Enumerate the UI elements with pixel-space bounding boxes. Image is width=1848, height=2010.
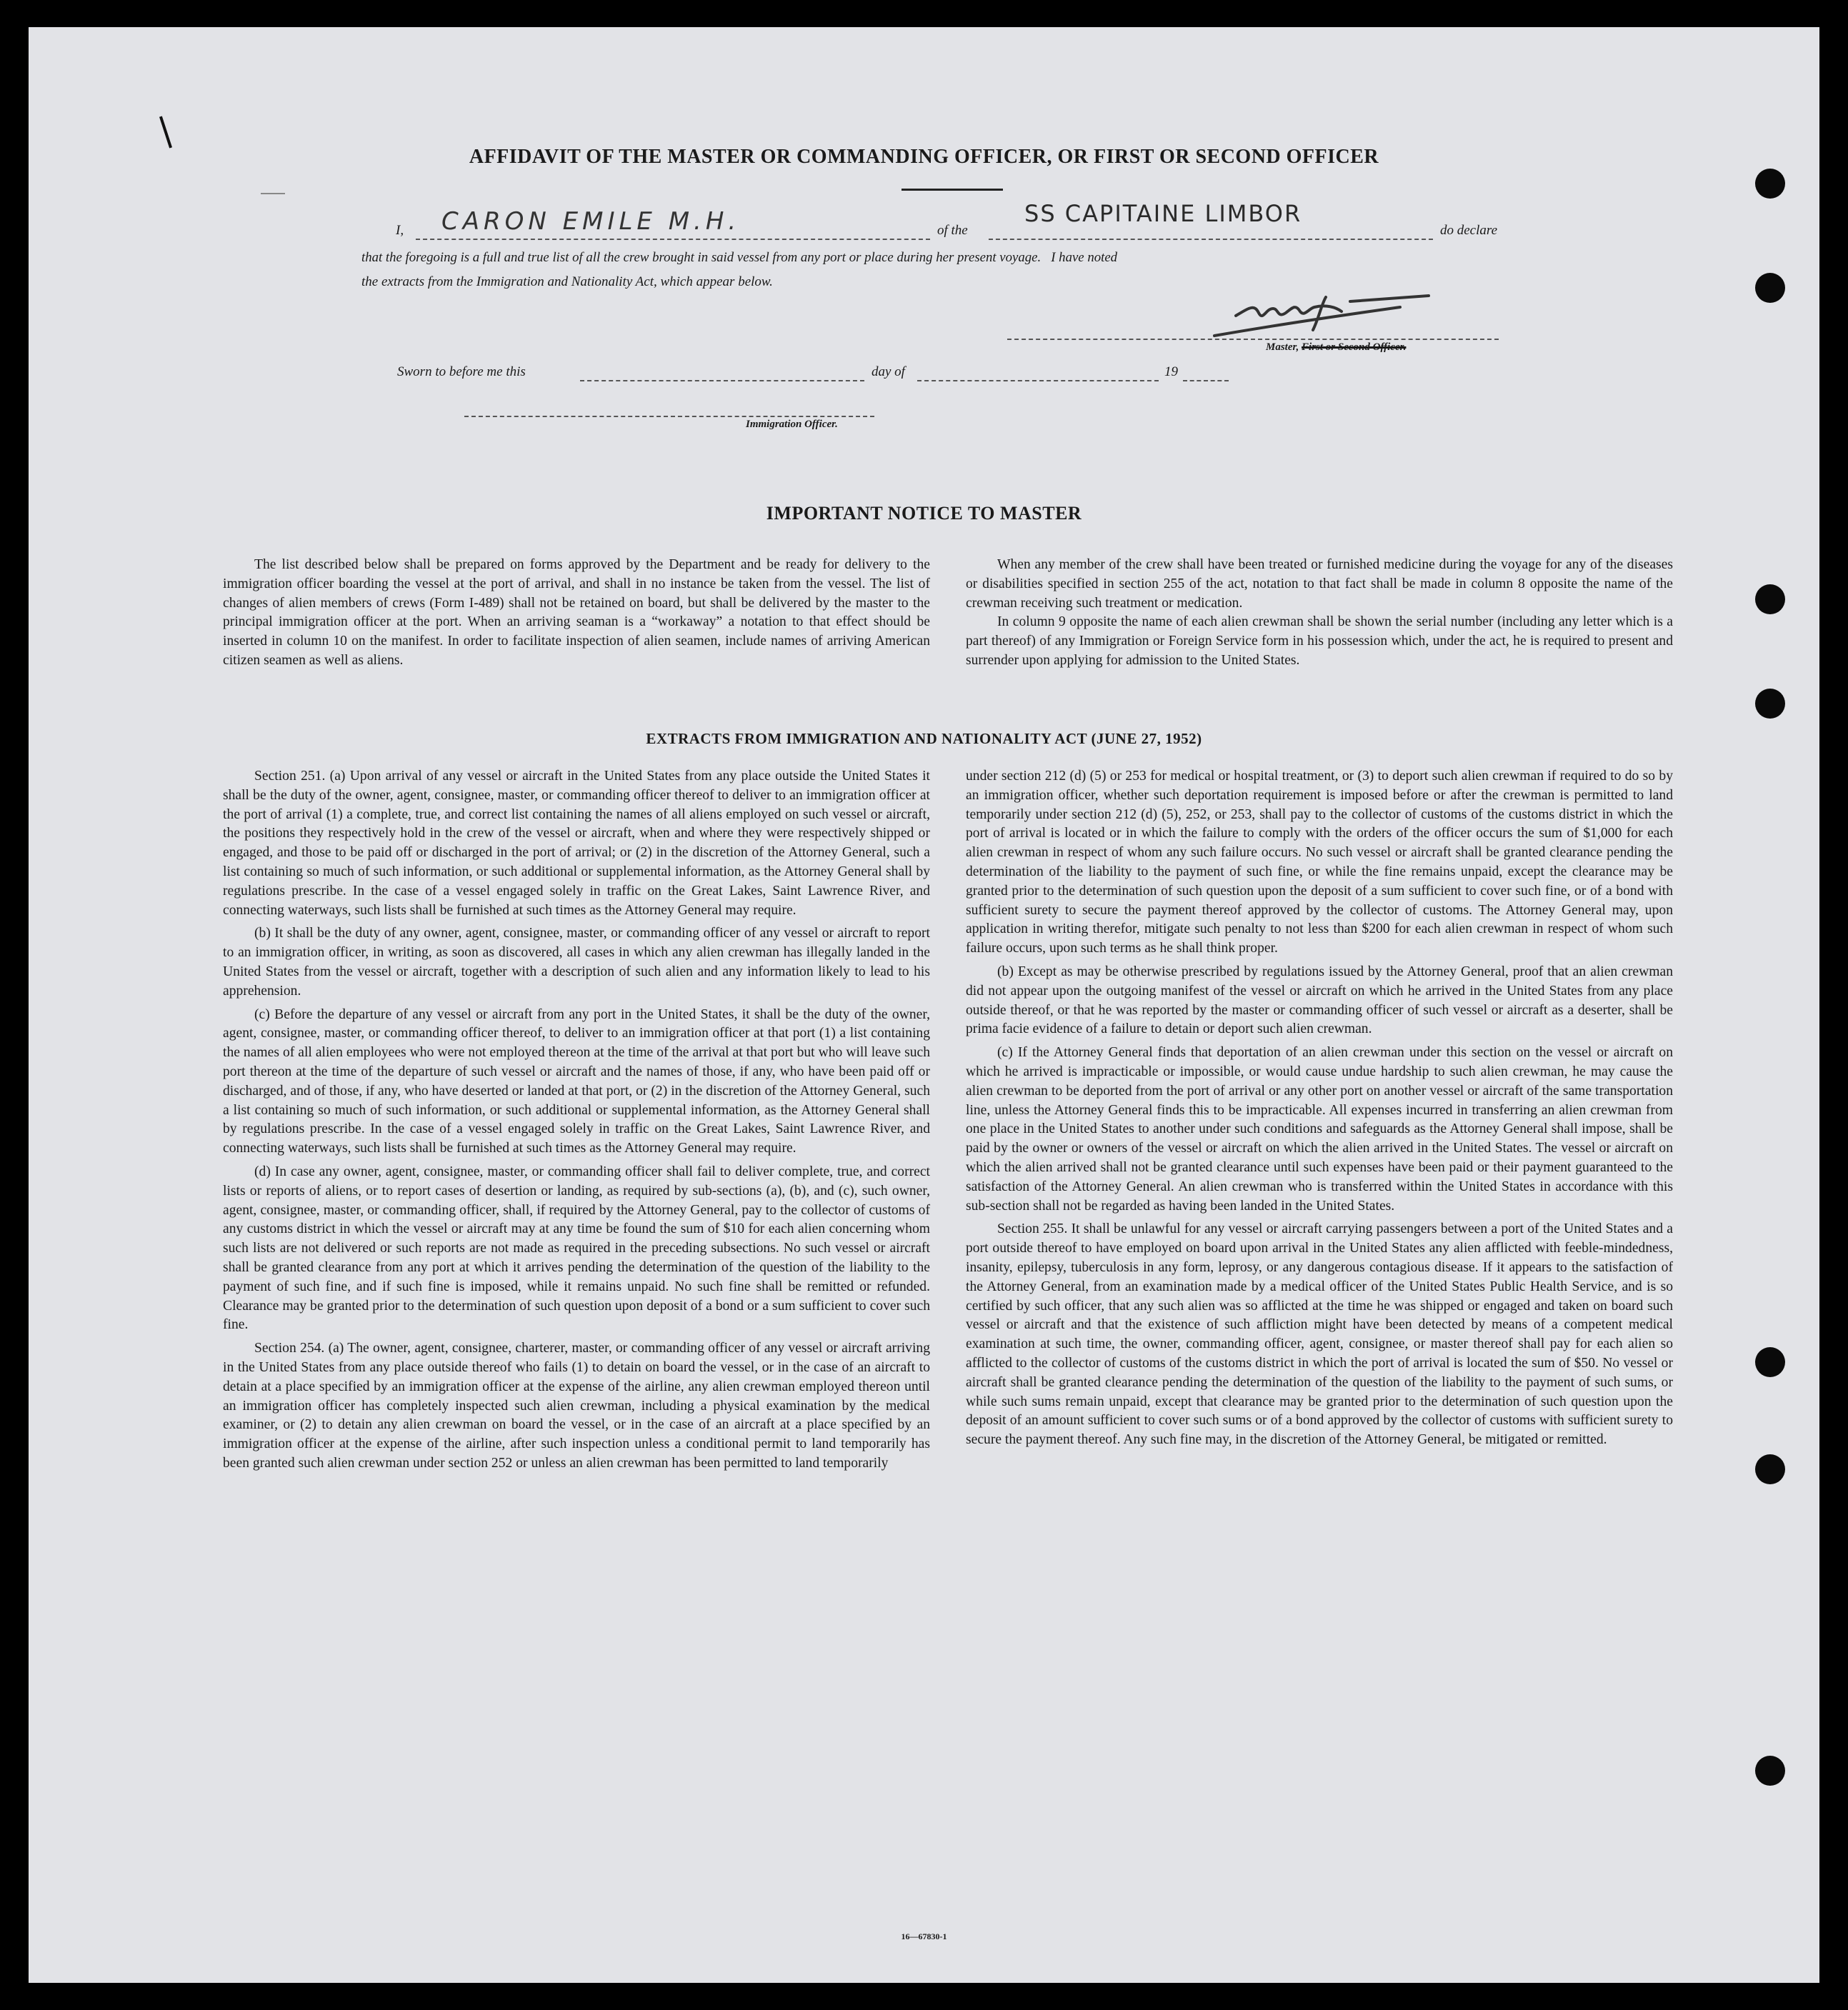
punch-hole — [1755, 689, 1785, 719]
name-line — [416, 239, 930, 240]
form-number: 16—67830-1 — [901, 1931, 947, 1941]
sworn-day-line — [580, 380, 864, 381]
punch-hole — [1755, 1347, 1785, 1377]
officer-signature-line — [464, 416, 874, 417]
notice-left-paragraph: The list described below shall be prepared on forms approved by the Department and be ready for delivery to the immigration officer boarding the vessel at the port of arrival, and shall in no instance be taken from the vessel. The list of changes of alien members of crews (Form I-489) shall not be retained on board, but shall be delivered by the master to the principal immigration officer at the port. When an arriving seaman is a “workaway” a notation to that effect should be inserted in column 10 on the manifest. In order to facilitate inspection of alien seamen, include names of arriving American citizen seamen as well as aliens. — [223, 557, 930, 668]
extract-paragraph: Section 255. It shall be unlawful for any vessel or aircraft carrying passengers between a port of the United States and a port outside thereof to have employed on board upon arrival in the United States any alien afflicted with feeble-mindedness, insanity, epilepsy, tuberculosis in any form, leprosy, or any dangerous contagious disease. If it appears to the satisfaction of the Attorney General, from an examination made by a medical officer of the United States Public Health Service, and is so certified by such officer, that any such alien was so afflicted at the time he was shipped or engaged and taken on board such vessel or aircraft and that the existence of such affliction might have been detected by means of a competent medical examination at such time, the owner, commanding officer, agent, consignee, or master thereof shall pay for each alien so afflicted to the collector of customs of the customs district in which the port of arrival is located the sum of $50. No vessel or aircraft shall be granted clearance pending the determination of the question of the liability to the payment of such sums, or while such sums remain unpaid, except that clearance may be granted prior to the determination of such question upon the deposit of an amount sufficient to cover such sums or of a bond approved by the collector of customs with sufficient surety to secure the payment thereof. Any such fine may, in the discretion of the Attorney General, be mitigated or remitted. — [966, 1221, 1673, 1448]
notice-title: IMPORTANT NOTICE TO MASTER — [766, 503, 1082, 524]
punch-hole — [1755, 584, 1785, 614]
statement-line-1: that the foregoing is a full and true list of all the crew brought in said vessel from any port or place during her present voyage. I have noted — [361, 250, 1118, 265]
extract-paragraph: (c) Before the departure of any vessel or aircraft from any port in the United States, it shall be the duty of the owner, agent, consignee, master, or commanding officer thereof, to deliver to an immigration officer at that port (1) a list containing the names of all alien employees who were not employed thereon at the time of the arrival at that port but who will leave such port thereon at the time of the departure of such vessel or aircraft and the names of those, if any, who have been paid off or discharged, and of those, if any, who have deserted or landed at that port, or (2) in the discretion of the Attorney General, such a list containing so much of such information, or such additional or supplemental information, as the Attorney General shall by regulations prescribe. In the case of a vessel engaged solely in traffic on the Great Lakes, Saint Lawrence River, and connecting waterways, such lists shall be furnished at such times as the Attorney General may require. — [223, 1006, 930, 1156]
extract-paragraph: (b) It shall be the duty of any owner, agent, consignee, master, or commanding officer of any vessel or aircraft to report to an immigration officer, in writing, as soon as discovered, all cases in which any alien crewman has illegally landed in the United States from the vessel or aircraft, together with a description of such alien and any information likely to lead to his apprehension. — [223, 926, 930, 999]
master-name-handwritten: CARON EMILE M.H. — [441, 207, 741, 236]
affidavit-title: AFFIDAVIT OF THE MASTER OR COMMANDING OFFICER, OR FIRST OR SECOND OFFICER — [469, 146, 1379, 168]
master-signature-line — [1007, 339, 1499, 340]
sworn-year-line — [1183, 380, 1229, 381]
sworn-month-line — [917, 380, 1159, 381]
do-declare-label: do declare — [1440, 223, 1498, 238]
vessel-name: SS CAPITAINE LIMBOR — [1024, 200, 1302, 227]
scan-mark — [261, 193, 285, 194]
master-signature — [1186, 276, 1500, 347]
master-caption-prefix: Master, — [1266, 341, 1299, 353]
vessel-line — [989, 239, 1433, 240]
scan-mark — [159, 116, 172, 149]
master-caption — [1266, 341, 1406, 354]
extract-paragraph: (b) Except as may be otherwise prescribed by regulations issued by the Attorney General, proof that an alien crewman did not appear upon the outgoing manifest of the vessel or aircraft on which he arrived in the United States from any place outside thereof, or that he was reported by the master or commanding officer of such vessel or aircraft as a deserter, shall be prima facie evidence of a failure to detain or deport such alien crewman. — [966, 964, 1673, 1037]
extract-paragraph: under section 212 (d) (5) or 253 for medical or hospital treatment, or (3) to deport such alien crewman if required to do so by an immigration officer, whether such deportation requirement is imposed before or after the crewman is permitted to land temporarily under section 212 (d) (5), 252, or 253, shall pay to the collector of customs of the customs district in which the port of arrival is located or in which the failure to comply with the orders of the officer occurs the sum of $1,000 for each alien crewman in respect of whom any such failure occurs. No such vessel or aircraft shall be granted clearance pending the determination of the liability to the payment of such fine, or while the fine remains unpaid, except the clearance may be granted prior to the determination of such question upon the deposit of a sum sufficient to cover such fine, or of a bond with sufficient surety to secure the payment thereof approved by the collector of customs. The Attorney General may, upon application in writing therefor, mitigate such penalty to not less than $200 for each alien crewman in respect of whom such failure occurs, upon such terms as he shall think proper. — [966, 769, 1673, 956]
officer-caption: Immigration Officer. — [746, 419, 838, 430]
of-the-label: of the — [937, 223, 968, 238]
extract-paragraph: (c) If the Attorney General finds that deportation of an alien crewman under this section on the vessel or aircraft on which he arrived is impracticable or impossible, or would cause undue hardship to such alien crewman, he may cause the alien crewman to be deported from the port of arrival or any other port on another vessel or aircraft of the same transportation line, unless the Attorney General finds this to be impracticable. All expenses incurred in transferring an alien crewman from one place in the United States to another under such conditions and safeguards as the Attorney General shall impose, shall be paid by the owner or owners of the vessel or aircraft on which the alien arrived in the United States. The vessel or aircraft on which the alien arrived shall not be granted clearance until such expenses have been paid or their payment guaranteed to the satisfaction of the Attorney General. An alien crewman who is transferred within the United States in accordance with this sub-section shall not be regarded as having been landed in the United States. — [966, 1045, 1673, 1214]
day-of-label: day of — [871, 364, 905, 379]
notice-left-column — [223, 556, 930, 671]
i-label: I, — [396, 223, 404, 238]
document-page — [29, 27, 1819, 1983]
extract-paragraph: Section 251. (a) Upon arrival of any vessel or aircraft in the United States from any place outside the United States it shall be the duty of the owner, agent, consignee, master, or commanding officer thereof to deliver to an immigration officer at the port of arrival (1) a complete, true, and correct list containing the names of all aliens employed on such vessel or aircraft, the positions they respectively hold in the crew of the vessel or aircraft, when and where they were respectively shipped or engaged, and those to be paid off or discharged in the port of arrival; or (2) in the discretion of the Attorney General, such a list containing so much of such information, or such additional or supplemental information, as the Attorney General shall by regulations prescribe. In the case of a vessel engaged solely in traffic on the Great Lakes, Saint Lawrence River, and connecting waterways, such lists shall be furnished at such times as the Attorney General may require. — [223, 769, 930, 918]
sworn-label: Sworn to before me this — [397, 364, 526, 379]
punch-hole — [1755, 1756, 1785, 1786]
extract-paragraph: Section 254. (a) The owner, agent, consignee, charterer, master, or commanding officer of any vessel or aircraft arriving in the United States from any place outside thereof who fails (1) to detain on board the vessel, or in the case of an aircraft to detain at a place specified by an immigration officer at the expense of the airline, any alien crewman employed thereon until an immigration officer has completely inspected such alien crewman, including a physical examination by the medical examiner, or (2) to detain any alien crewman on board the vessel, or in the case of an aircraft at a place specified by an immigration officer at the expense of the airline, after such inspection unless a conditional permit to land temporarily has been granted such alien crewman under section 252 or unless an alien crewman has been permitted to land temporarily — [223, 1341, 930, 1471]
extract-paragraph: (d) In case any owner, agent, consignee, master, or commanding officer shall fail to deliver complete, true, and correct lists or reports of aliens, or to report cases of desertion or landing, as required by sub-sections (a), (b), and (c), such owner, agent, consignee, master, or commanding officer, shall, if required by the Attorney General, pay to the collector of customs of any customs district in which the vessel or aircraft may at any time be found the sum of $10 for each alien concerning whom such lists are not delivered or such reports are not made as required in the preceding subsections. No such vessel or aircraft shall be granted clearance from any port at which it arrives pending the determination of the question of the liability to the payment of such fine, and if such fine is imposed, while it remains unpaid. No such fine shall be remitted or refunded. Clearance may be granted prior to the determination of such question upon deposit of a bond or a sum sufficient to cover such fine. — [223, 1164, 930, 1333]
extracts-left-column — [223, 767, 930, 1478]
punch-hole — [1755, 169, 1785, 199]
statement-line-2: the extracts from the Immigration and Nationality Act, which appear below. — [361, 274, 773, 289]
extracts-right-column — [966, 767, 1673, 1454]
title-rule — [901, 189, 1003, 191]
master-caption-struck: First or Second Officer. — [1302, 341, 1407, 353]
notice-right-column — [966, 556, 1673, 671]
year-label: 19 — [1164, 364, 1178, 379]
notice-right-paragraph-1: When any member of the crew shall have been treated or furnished medicine during the voyage for any of the diseases or disabilities specified in section 255 of the act, notation to that fact shall be made in column 8 opposite the name of the crewman receiving such treatment or medication. — [966, 557, 1673, 611]
extracts-title: EXTRACTS FROM IMMIGRATION AND NATIONALITY ACT (JUNE 27, 1952) — [646, 730, 1202, 747]
punch-hole — [1755, 273, 1785, 303]
punch-hole — [1755, 1454, 1785, 1484]
notice-right-paragraph-2: In column 9 opposite the name of each alien crewman shall be shown the serial number (including any letter which is a part thereof) of any Immigration or Foreign Service form in his possession which, under the act, he is required to present and surrender upon applying for admission to the United States. — [966, 614, 1673, 668]
